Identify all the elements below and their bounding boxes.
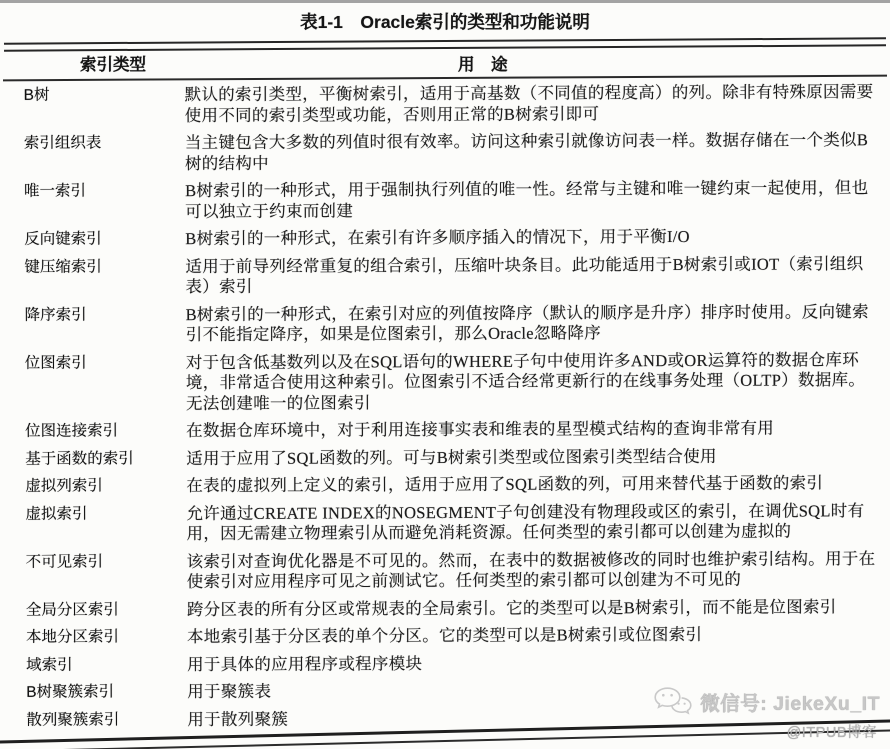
index-type-cell: 唯一索引 xyxy=(24,182,87,200)
table-row xyxy=(0,418,890,442)
table-row xyxy=(1,549,890,594)
table-title: 表1-1 Oracle索引的类型和功能说明 xyxy=(300,12,590,32)
table-column-header xyxy=(0,51,890,77)
usage-cell: B树索引的一种形式，在索引有许多顺序插入的情况下，用于平衡I/O xyxy=(185,226,690,249)
index-type-cell: 域索引 xyxy=(26,656,73,674)
table-row xyxy=(0,130,889,175)
usage-cell: 对于包含低基数列以及在SQL语句的WHERE子句中使用许多AND或OR运算符的数据仓库环境，非常适合使用这种索引。位图索引不适合经常更新行的在线事务处理（OLTP）数据库。无法创建唯一的位图索引 xyxy=(185,349,866,413)
table-row xyxy=(0,350,890,415)
usage-cell: 该索引对查询优化器是不可见的。然而，在表中的数据被修改的同时也维护索引结构。用于在使索引对应用程序可见之前测试它。任何类型的索引都可以创建为不可见的 xyxy=(186,548,876,592)
usage-cell: 用于聚簇表 xyxy=(187,681,272,702)
index-type-cell: 虚拟列索引 xyxy=(25,477,103,495)
table-row xyxy=(1,597,890,621)
index-type-cell: 降序索引 xyxy=(24,306,87,324)
scan-top-edge xyxy=(0,0,890,3)
usage-cell: 本地索引基于分区表的单个分区。它的类型可以是B树索引或位图索引 xyxy=(186,624,703,647)
table-row xyxy=(0,178,889,223)
usage-cell: 默认的索引类型，平衡树索引，适用于高基数（不同值的程度高）的列。除非有特殊原因需要使用不同的索引类型或功能，否则用正常的B树索引即可 xyxy=(184,82,874,125)
index-type-cell: 位图连接索引 xyxy=(25,422,119,440)
column-header-usage: 用 途 xyxy=(458,56,508,74)
table-row xyxy=(0,501,890,546)
column-header-index-type: 索引类型 xyxy=(80,56,146,74)
itpub-watermark-label: @ITPUB博客 xyxy=(786,725,877,741)
table-row xyxy=(1,624,890,648)
index-type-cell: 反向键索引 xyxy=(24,230,102,248)
wechat-id-label: 微信号: JiekeXu_IT xyxy=(700,692,880,715)
table-row xyxy=(1,652,890,676)
table-row xyxy=(0,226,889,250)
usage-cell: 在表的虚拟列上定义的索引，适用于应用了SQL函数的列，可用来替代基于函数的索引 xyxy=(186,473,824,496)
index-type-cell: 全局分区索引 xyxy=(25,600,119,619)
index-type-cell: B树聚簇索引 xyxy=(26,683,115,701)
index-type-cell: 基于函数的索引 xyxy=(25,449,134,468)
table-top-double-rule xyxy=(4,37,886,51)
index-type-cell: 虚拟索引 xyxy=(25,505,88,523)
wechat-icon xyxy=(653,686,693,717)
usage-cell: 用于具体的应用程序或程序模块 xyxy=(187,653,423,674)
table-row xyxy=(0,254,890,299)
index-type-cell: 散列聚簇索引 xyxy=(26,710,120,729)
table-row xyxy=(0,473,890,497)
usage-cell: B树索引的一种形式，用于强制执行列值的唯一性。经常与主键和唯一键约束一起使用，但也可以独立于约束而创建 xyxy=(184,178,869,221)
index-type-cell: 键压缩索引 xyxy=(24,257,102,276)
table-row xyxy=(0,82,889,127)
index-type-cell: 本地分区索引 xyxy=(25,628,120,646)
index-type-cell: 位图索引 xyxy=(24,354,87,372)
usage-cell: 适用于前导列经常重复的组合索引，压缩叶块条目。此功能适用于B树索引或IOT（索引组织表）索引 xyxy=(185,253,864,297)
usage-cell: 在数据仓库环境中，对于利用连接事实表和维表的星型模式结构的查询非常有用 xyxy=(186,418,775,441)
usage-cell: 适用于应用了SQL函数的列。可与B树索引类型或位图索引类型结合使用 xyxy=(186,446,717,468)
table-row xyxy=(0,446,890,470)
index-type-cell: 不可见索引 xyxy=(25,552,104,571)
usage-cell: 当主键包含大多数的列值时很有效率。访问这种索引就像访问表一样。数据存储在一个类似B树的结构中 xyxy=(184,130,869,173)
usage-cell: 允许通过CREATE INDEX的NOSEGMENT子句创建没有物理段或区的索引，在调优SQL时有用，因无需建立物理索引从而避免消耗资源。任何类型的索引都可以创建为虚拟的 xyxy=(186,500,865,544)
usage-cell: 跨分区表的所有分区或常规表的全局索引。它的类型可以是B树索引，而不能是位图索引 xyxy=(186,596,837,619)
index-table-body xyxy=(0,82,890,738)
index-type-cell: B树 xyxy=(23,86,50,104)
wechat-watermark xyxy=(653,686,880,717)
table-row xyxy=(0,302,890,347)
usage-cell: 用于散列聚簇 xyxy=(187,709,289,729)
index-type-cell: 索引组织表 xyxy=(23,134,102,152)
usage-cell: B树索引的一种形式，在索引对应的列值按降序（默认的顺序是升序）排序时使用。反向键索引不能指定降序，如果是位图索引，那么Oracle忽略降序 xyxy=(185,301,869,345)
